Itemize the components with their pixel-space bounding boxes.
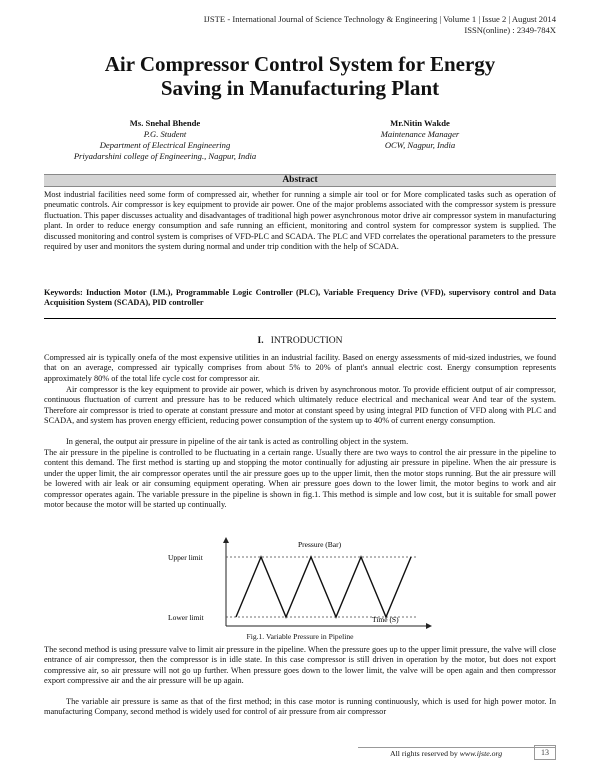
- intro-paragraph-5: The second method is using pressure valve to limit air pressure in the pipeline. When the pressure goes up to the upper limit pressure, the valve will close entrance of air compressor, then the compressor is in idle state. In this case compressor is still driven in operation by the motor, but does not export compressive air, so air pressure will not go up further. When pressure goes down to the lower limit, the valve will be open again and then compressor export compressive air and the air pressure will be up again.: [44, 645, 556, 686]
- intro-paragraph-6: The variable air pressure is same as that of the first method; in this case motor is running continuously, which is used for high power motor. In manufacturing Company, second method is widely used for control of air pressure from air compressor: [44, 697, 556, 717]
- section-heading: [44, 336, 556, 347]
- figure-1: [166, 536, 436, 632]
- y-axis-label: Pressure (Bar): [298, 540, 342, 549]
- author-1: [50, 118, 280, 162]
- intro-paragraph-4: The air pressure in the pipeline is controlled to be fluctuating in a certain range. Usually there are two ways to control the air pressure in the pipeline to content this demand. The first method is starting up and stopping the motor continually for adjusting air pressure in pipeline. When the air pressure is under the upper limit, the air compressor operates until the air pressure goes up to the upper limit, then the motor stops running. But the air pressure will be lowered with air leak or air consuming equipment operating. When air pressure goes down to the lower limit, the motor begins to work and air compressor operates again. The variable pressure in the pipeline is shown in fig.1. This method is simple and low cost, but it is suitable for small power motor because the motor will be started up continually.: [44, 448, 556, 510]
- author-1-dept: Department of Electrical Engineering: [99, 140, 231, 150]
- author-2: [330, 118, 510, 151]
- issn: ISSN(online) : 2349-784X: [464, 25, 556, 35]
- keywords: Keywords: Induction Motor (I.M.), Programmable Logic Controller (PLC), Variable Frequency Drive (VFD), supervisory control and Data Acquisition System (SCADA), PID controller: [44, 288, 556, 308]
- footer-rights: [390, 749, 502, 758]
- title-line-2: Saving in Manufacturing Plant: [160, 76, 440, 100]
- section-title: INTRODUCTION: [270, 336, 343, 346]
- page-number: 13: [534, 745, 556, 760]
- paper-title: [40, 52, 560, 100]
- title-line-1: Air Compressor Control System for Energy: [104, 52, 496, 76]
- x-axis-label: Time (S): [372, 615, 399, 624]
- footer-rule: [358, 747, 556, 748]
- x-axis-arrow: [426, 623, 432, 629]
- abstract-text: Most industrial facilities need some form of compressed air, whether for running a simple air tool or for More complicated tasks such as operation of pneumatic controls. Air compressor is key equipment to provide air power. One of the major problems associated with the compressor system is pressure fluctuation. This paper discusses actuality and disadvantages of traditional high power asynchronous motor drive air compressor system in manufacturing plant. In order to reduce energy consumption and safe running an efficient, monitoring and control system for compressor system is supplied. The discussed monitoring and control system is comprises of VFD-PLC and SCADA. The PLC and VFD correlates the operational parameters to the pressure required by user and monitors the system during normal and under trip condition with the help of SCADA.: [44, 190, 556, 252]
- author-2-role: Maintenance Manager: [380, 129, 460, 139]
- journal-line: IJSTE - International Journal of Science Technology & Engineering | Volume 1 | Issue 2 | August 2014: [203, 14, 556, 24]
- footer-site-link[interactable]: www.ijste.org: [459, 749, 503, 758]
- pressure-series-line: [236, 557, 411, 617]
- intro-paragraph-2: Air compressor is the key equipment to provide air power, which is driven by asynchronous motor. To provide efficient output of air compressor, continuous fluctuation of current and pressure has to be reduced which ultimately reduce electrical and mechanical wear And tear of the system. Therefore air compressor is tried to operate at constant pressure and motor at constant speed by using integral PID function of VFD along with PLC and SCADA, and system has proven energy efficient, reducing power consumption of the system up to 40% of current energy consumption.: [44, 385, 556, 426]
- author-1-affiliation: Priyadarshini college of Engineering., Nagpur, India: [73, 151, 257, 161]
- abstract-heading: Abstract: [44, 174, 556, 187]
- section-number: I.: [257, 336, 264, 346]
- y-axis-arrow: [223, 537, 229, 543]
- rights-text: All rights reserved by: [390, 749, 458, 758]
- intro-paragraph-1: Compressed air is typically onefa of the most expensive utilities in an industrial facility. Based on energy assessments of mid-sized industries, we found that on an average, compressed air typically comprises from about 5% to 20% of plant's annual electric cost. Energy consumption represents approximately 80% of the total life cycle cost for compressor air.: [44, 353, 556, 383]
- figure-caption: Fig.1. Variable Pressure in Pipeline: [246, 632, 354, 641]
- author-1-role: P.G. Student: [143, 129, 187, 139]
- lower-limit-label: Lower limit: [168, 613, 204, 622]
- author-2-affiliation: OCW, Nagpur, India: [384, 140, 456, 150]
- author-1-name: Ms. Snehal Bhende: [129, 118, 201, 128]
- intro-paragraph-3: In general, the output air pressure in pipeline of the air tank is acted as controlling object in the system.: [66, 437, 409, 446]
- author-2-name: Mr.Nitin Wakde: [390, 118, 450, 128]
- journal-header: [204, 14, 556, 36]
- keywords-rule: [44, 318, 556, 319]
- upper-limit-label: Upper limit: [168, 553, 203, 562]
